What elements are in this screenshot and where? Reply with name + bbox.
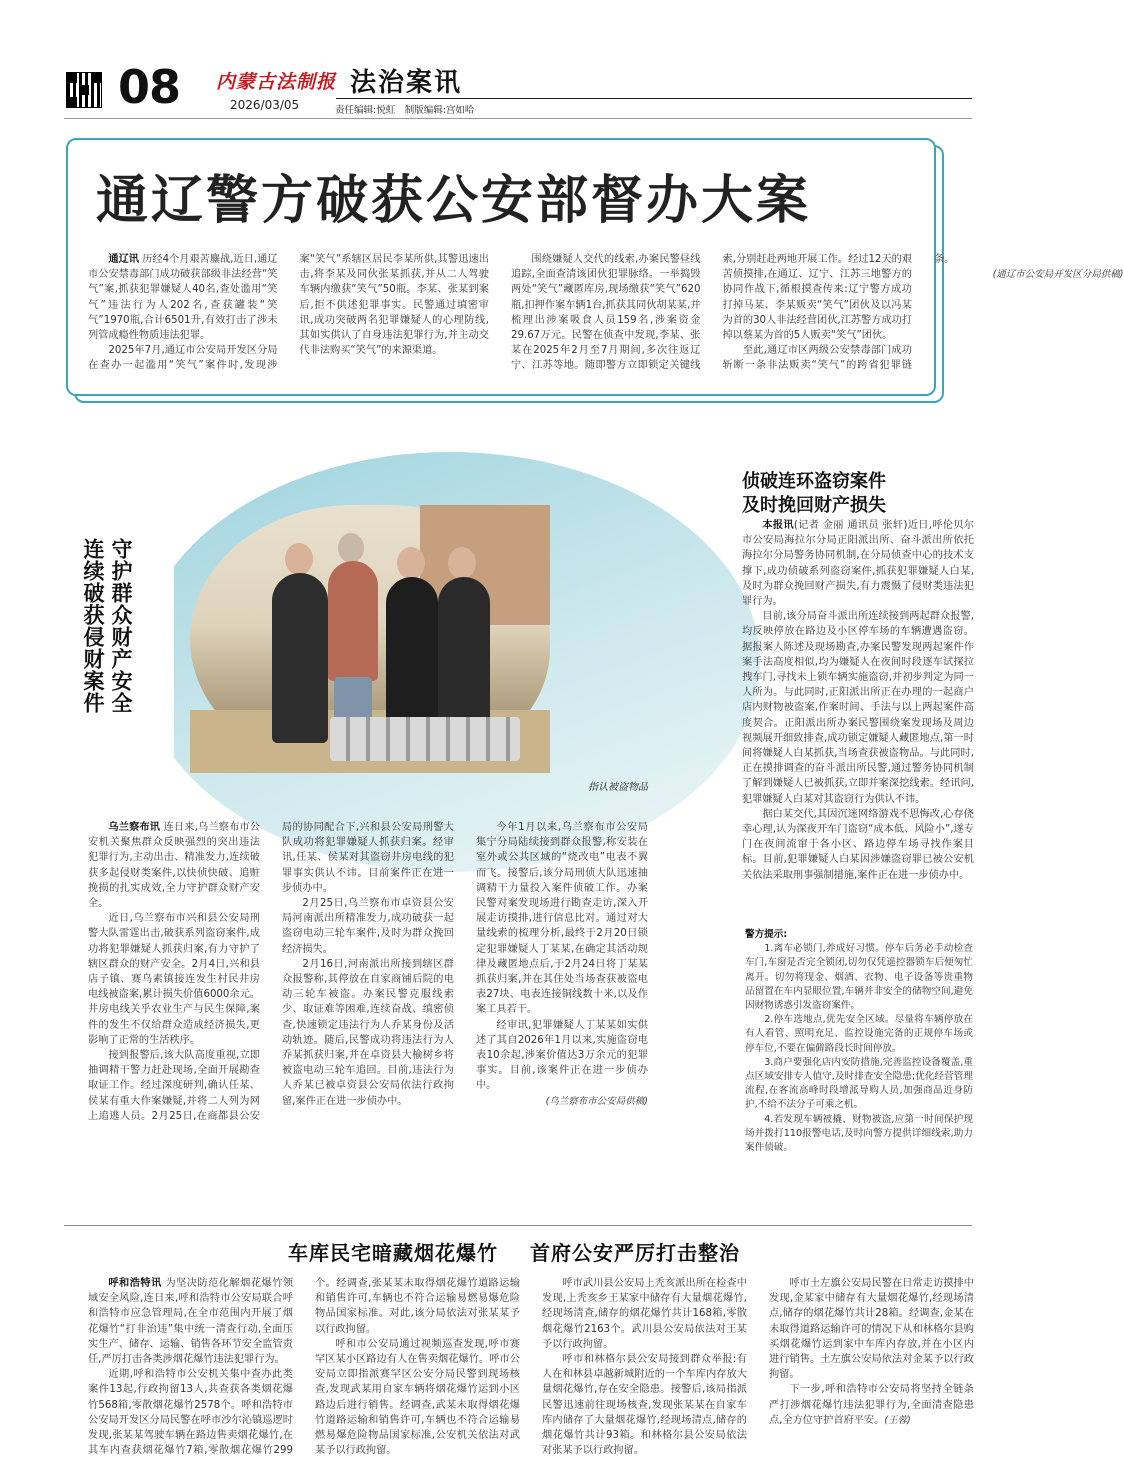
top-story-credit: (通辽市公安局开发区分局供稿): [992, 269, 1124, 281]
news-photo: [190, 505, 550, 773]
tip-2: 2.停车选地点,优先安全区域。尽量将车辆停放在有人看管、照明充足、监控设施完备的正规停车场或停车位,不要在偏僻路段长时间停放。: [745, 1014, 973, 1054]
top-story-para-2: 2025年7月,通辽市公安局开发区分局在查办一起滥用“笑气”案件时,发现涉案“笑气”系辖区居民李某所供,其警迅速出击,将李某及同伙张某抓获,并从二人驾驶车辆内缴获“笑气”50瓶。李某、张某到案后,拒不供述犯罪事实。民警通过填密审讯,成功突破两名犯罪嫌疑人的心理防线,其如实供认了自身违法犯罪行为,并主动交代非法购买“笑气”的来源渠道。: [88, 254, 489, 372]
bottom-divider: [64, 1225, 972, 1226]
right-headline-2: 及时挽回财产损失: [742, 495, 886, 516]
photo-person-2: [328, 561, 378, 681]
photo-person-3: [386, 577, 438, 737]
tip-3: 3.商户要强化店内安防措施,完善监控设备覆盖,重点区域安排专人值守,及时排查安全隐患;优化经营管理流程,在客流高峰时段增派导购人员,加强商品近身防护,不给不法分子可乘之机。: [745, 1056, 973, 1111]
vertical-title-2: 连续破获侵财案件: [81, 538, 106, 714]
header-rule-bottom: [64, 118, 972, 119]
top-story-para-4: 至此,通辽市区两级公安禁毒部门成功斩断一条非法贩卖“笑气”的跨省犯罪链条。: [722, 254, 955, 372]
paper-logo: 内蒙古法制报: [216, 71, 337, 93]
photo-person-4: [438, 577, 490, 737]
bs-para-4: 呼市武川县公安局上秃亥派出所在检查中发现,上秃亥乡王某家中储存有大量烟花爆竹,经现场清查,储存的烟花爆竹共计168箱,零散烟花爆竹2163个。武川县公安局依法对王某予以行政拘留。: [542, 1278, 747, 1350]
editors-line: 责任编辑:悦虹 制版编辑:宫如哈: [335, 105, 475, 116]
tip-1: 1.离车必锁门,养成好习惯。停车后务必手动检查车门,车窗是否完全锁闭,切勿仅凭遥控器锁车后便匆忙离开。切勿将现金、烟酒、衣物、电子设备等贵重物品留置在车内显眼位置,车辆并非安全的储物空间,避免因财物诱惑引发盗窃案件。: [745, 943, 973, 1012]
tips-title: 警方提示:: [745, 929, 788, 940]
rs-para-2: 目前,该分局奋斗派出所连续接到两起群众报警,均反映停放在路边及小区停车场的车辆遭遇盗窃。据报案人陈述及现场勘查,办案民警发现两起案件作案手法高度相似,均为嫌疑人在夜间时段逐车试探拉拽车门,寻找未上锁车辆实施盗窃,并初步判定为同一人所为。与此同时,正阳派出所正在办理的一起商户店内财物被盗案,作案时间、手法与以上两起案件高度契合。正阳派出所办案民警围绕案发现场及周边视频展开细致排查,成功锁定嫌疑人藏匿地点,第一时间将嫌疑人白某抓获,当场查获被盗物品。与此同时,正在摸排调查的奋斗派出所民警,通过警务协同机制了解到嫌疑人已被抓获,立即并案深挖线索。经讯问,犯罪嫌疑人白某对其盗窃行为供认不讳。: [742, 611, 974, 805]
top-story-para-3: 围绕嫌疑人交代的线索,办案民警昼线追踪,全面查清该团伙犯罪脉络。一举捣毁两处“笑气”藏匿库房,现场缴获“笑气”620瓶,扣押作案车辆1台,抓获其同伙胡某某,并梳理出涉案吸食人员159名,涉案资金29.67万元。民警在侦查中发现,李某、张某在2025年2月至7月期间,多次往返辽宁、江苏等地。随即警方立即锁定关键线索,分别赶赴两地开展工作。经过12天的艰苦侦摸排,在通辽、辽宁、江苏三地警方的协同作战下,循根摸查传来:辽宁警方成功打掉马某、李某贩卖“笑气”团伙及以冯某为首的30人非法经营团伙,江苏警方成功打掉以蔡某为首的5人贩卖“笑气”团伙。: [511, 254, 912, 372]
top-story-para-1: 通辽讯 历经4个月艰苦鏖战,近日,通辽市公安禁毒部门成功破获部级非法经营“笑气”案,抓获犯罪嫌疑人40名,查处滥用“笑气”违法行为人202名,查获罐装“笑气”1970瓶,合计6501升,有效打击了涉未列管成瘾性物质违法犯罪。: [88, 254, 278, 342]
page-number: 08: [118, 60, 181, 114]
qr-code-icon: [66, 72, 102, 108]
ml-para-3: 接到报警后,该大队高度重视,立即抽调精干警力赶赴现场,全面开展勘查取证工作。经过深度研判,确认任某、侯某有重大作案嫌疑,并将二人列为网上追逃人员。2月25日,在商都县公安局的协同配合下,兴和县公安局刑警大队成功将犯罪嫌疑人抓获归案。经审讯,任某、侯某对其盗窃井房电线的犯罪事实供认不讳。目前案件正在进一步侦办中。: [88, 822, 454, 1122]
photo-head-1: [285, 543, 313, 575]
bs-credit: (王蓉): [884, 1414, 911, 1426]
middle-left-body: [88, 820, 648, 1210]
bottom-headline-right: 首府公安严厉打击整治: [530, 1241, 740, 1265]
bottom-headline-left: 车库民宅暗藏烟花爆竹: [288, 1241, 498, 1265]
ml-para-6: 今年1月以来,乌兰察布市公安局集宁分局陆续接到群众报警,称安装在室外或公共区域的“烧改电”电表不翼而飞。接警后,该分局刑侦大队迅速抽调精干力量投入案件侦破工作。办案民警对案发现场进行勘查走访,深入开展走访摸排,进行信息比对。通过对大量线索的梳理分析,最终于2月20日锁定犯罪嫌疑人丁某某,在确定其活动规律及藏匿地点后,于2月24日将丁某某抓获归案,并在其住处当场查获被盗电表27块、电表连接铜线数十米,以及作案工具若干。: [476, 822, 648, 1016]
bs-para-1: 呼和浩特讯 为坚决防范化解烟花爆竹领域安全风险,连日来,呼和浩特市公安局联合呼和浩特市应急管理局,在全市范围内开展了烟花爆竹“打非治违”集中统一清查行动,全面压实生产、储存、运输、销售各环节安全监管责任,严厉打击各类涉烟花爆竹违法犯罪行为。: [88, 1278, 294, 1366]
ml-credit: (乌兰察布市公安局供稿): [545, 1095, 648, 1107]
right-story-body: [742, 518, 974, 918]
police-tips: [745, 928, 973, 1198]
bs-para-3: 呼和市公安局通过视频巡查发现,呼市赛罕区某小区路边有人在售卖烟花爆竹。呼市公安局立即指派赛罕区公安分局民警到现场核查,发现武某用自家车辆将烟花爆竹运到小区路边后进行销售。经调查,武某未取得烟花爆竹道路运输和销售许可,车辆也不符合运输易燃易爆危险物品国家标准,公安机关依法对武某予以行政拘留。: [315, 1338, 520, 1457]
right-headline-1: 侦破连环盗窃案件: [742, 471, 886, 492]
bs-para-2: 近期,呼和浩特市公安机关集中查办此类案件13起,行政拘留13人,共查获各类烟花爆竹568箱,零散烟花爆竹2578个。呼和浩特市公安局开发区分局民警在呼市沙尔沁镇巡逻时发现,张某某驾驶车辆在路边售卖烟花爆竹,在其车内查获烟花爆竹7箱,零散烟花爆竹299个。经调查,张某某未取得烟花爆竹道路运输和销售许可,车辆也不符合运输易燃易爆危险物品国家标准。对此,该分局依法对张某某予以行政拘留。: [88, 1278, 520, 1457]
photo-person-1: [272, 573, 328, 743]
ml-para-5: 2月16日,河南派出所接到辖区群众报警称,其停放在自家商铺后院的电动三轮车被盗。办案民警克服线索少、取证难等困难,连续奋战、缜密侦查,快速锁定违法行为人乔某身份及活动轨迹。随后,民警成功将违法行为人乔某抓获归案,并在卓资县大榆树乡将被盗电动三轮车追回。目前,违法行为人乔某已被卓资县公安局依法行政拘留,案件正在进一步侦办中。: [282, 958, 454, 1107]
ml-para-7: 经审讯,犯罪嫌疑人丁某某如实供述了其自2026年1月以来,实施盗窃电表10余起,涉案价值达3万余元的犯罪事实。目前,该案件正在进一步侦办中。: [476, 1019, 648, 1092]
bs-para-7: 下一步,呼和浩特市公安局将坚持全链条严打涉烟花爆竹违法犯罪行为,全面清查隐患点,全方位守护首府平安。(王蓉): [769, 1384, 974, 1426]
header-rule: [336, 98, 972, 99]
top-story-body: [88, 252, 1124, 386]
photo-caption: 指认被盗物品: [588, 782, 648, 793]
rs-para-3: 据白某交代,其因沉迷网络游戏不思悔改,心存侥幸心理,认为深夜开车门盗窃“成本低、风险小”,遂专门在夜间流窜于各小区、路边停车场寻找作案目标。目前,犯罪嫌疑人白某因涉嫌盗窃罪已被公安机关依法采取刑事强制措施,案件正在进一步侦办中。: [742, 808, 974, 881]
rs-para-1: 本报讯(记者 金丽 通讯员 张轩)近日,呼伦贝尔市公安局海拉尔分局正阳派出所、奋斗派出所依托海拉尔分局警务协同机制,在分局侦查中心的技术支撑下,成功侦破系列盗窃案件,抓获犯罪嫌疑人白某,及时为群众挽回财产损失,有力震慑了侵财类违法犯罪行为。: [742, 520, 975, 608]
top-story-headline: 通辽警方破获公安部督办大案: [96, 170, 812, 231]
bs-para-5: 呼市和林格尔县公安局接到群众举报:有人在和林县卓越新城附近的一个车库内存放大量烟花爆竹,存在安全隐患。接警后,该局指派民警迅速前往现场核查,发现张某某在自家车库内储存了大量烟花爆竹,经现场清点,储存的烟花爆竹共计93箱。和林格尔县公安局依法对张某予以行政拘留。: [542, 1354, 747, 1457]
bs-para-6: 呼市土左旗公安局民警在日常走访摸排中发现,金某家中储存有大量烟花爆竹,经现场清点,储存的烟花爆竹共计28箱。经调查,金某在未取得道路运输许可的情况下从和林格尔县购买烟花爆竹运到家中车库内存放,并在小区内进行销售。土左旗公安局依法对金某予以行政拘留。: [769, 1278, 974, 1381]
photo-head-3: [397, 547, 425, 579]
ml-para-4: 2月25日,乌兰察布市卓资县公安局河南派出所精准发力,成功破获一起盗窃电动三轮车案件,及时为群众挽回经济损失。: [282, 898, 454, 955]
tip-4: 4.若发现车辆被撬、财物被盗,应第一时间保护现场并拨打110报警电话,及时向警方提供详细线索,助力案件侦破。: [745, 1113, 973, 1154]
photo-evidence: [330, 717, 520, 761]
section-title: 法治案讯: [350, 68, 463, 98]
ml-para-2: 近日,乌兰察布市兴和县公安局刑警大队雷霆出击,破获系列盗窃案件,成功将犯罪嫌疑人抓获归案,有力守护了辖区群众的财产安全。2月4日,兴和县店子镇、赛乌素镇接连发生村民井房电线被盗案,累计损失价值6000余元。井房电线关乎农业生产与民生保障,案件的发生不仅给群众造成经济损失,更影响了正常的生活秩序。: [88, 913, 260, 1046]
photo-head-4: [448, 547, 476, 579]
bottom-story-body: [88, 1276, 974, 1472]
issue-date: 2026/03/05: [230, 98, 300, 112]
vertical-title-1: 守护群众财产安全: [109, 538, 134, 714]
ml-para-1: 乌兰察布讯 连日来,乌兰察布市公安机关聚焦群众反映强烈的突出违法犯罪行为,主动出击、精准发力,连续破获多起侵财类案件,以快侦快破、追赃挽损的扎实成效,全力守护群众财产安全。: [88, 822, 260, 910]
photo-head-2: [338, 533, 364, 563]
